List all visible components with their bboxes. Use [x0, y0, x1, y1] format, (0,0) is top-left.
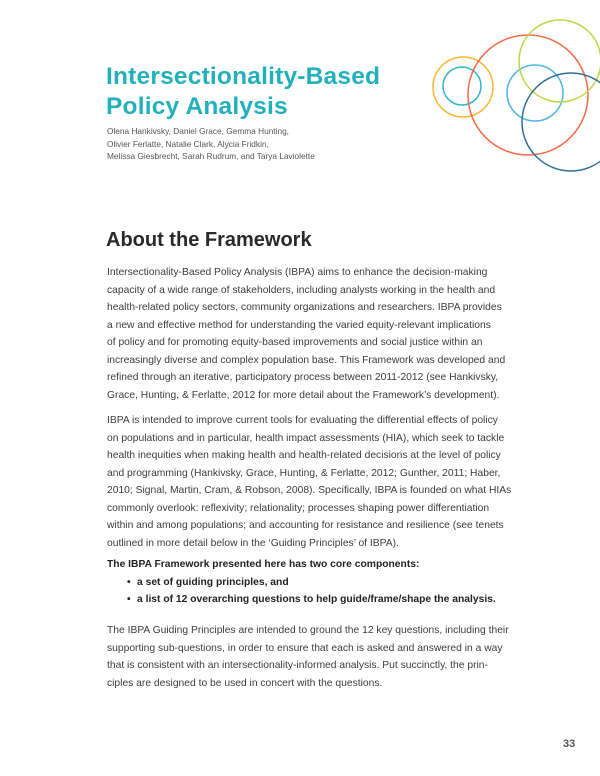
- paragraph-3: [107, 622, 509, 692]
- author-line: Olena Hankivsky, Daniel Grace, Gemma Hunting,: [107, 126, 289, 136]
- author-line: Melissa Giesbrecht, Sarah Rudrum, and Tarya Laviolette: [107, 151, 315, 161]
- circle-yellow: [433, 57, 493, 117]
- bullet-icon: •: [127, 594, 131, 605]
- text-line: 2010; Signal, Martin, Cram, & Robson, 2008). Specifically, IBPA is founded on what HIAs: [107, 485, 512, 496]
- text-line: on populations and in particular, health impact assessments (HIA), which seek to tackle: [107, 432, 505, 444]
- text-line: health-related policy sectors, community organizations and researchers. IBPA provides: [107, 302, 502, 313]
- text-line: capacity of a wide range of stakeholders, including analysts working in the health and: [107, 284, 496, 296]
- bullet-icon: •: [127, 576, 131, 588]
- text-line: outlined in more detail below in the ‘Guiding Principles’ of IBPA).: [107, 537, 399, 549]
- list-item-text: a list of 12 overarching questions to help guide/frame/shape the analysis.: [137, 594, 496, 605]
- circle-teal: [443, 67, 481, 105]
- text-line: within and among populations; and accounting for resistance and resilience (see tenets: [107, 520, 504, 531]
- author-line: Olivier Ferlatte, Natalie Clark, Alycia Fridkin,: [107, 138, 269, 149]
- text-line: that is consistent with an intersectionality-informed analysis. Put succinctly, the prin-: [107, 660, 488, 671]
- document-title: [106, 62, 380, 122]
- text-line: of policy and for promoting equity-based improvements and social justice within an: [107, 337, 483, 348]
- paragraph-1: [107, 264, 505, 404]
- text-line: health inequities when making health and health-related decisions at the level of policy: [107, 450, 501, 461]
- paragraph-2: [107, 412, 511, 552]
- title-line: Policy Analysis: [106, 93, 288, 120]
- text-line: IBPA is intended to improve current tools for evaluating the differential effects of policy: [107, 415, 498, 426]
- text-line: The IBPA Guiding Principles are intended to ground the 12 key questions, including their: [107, 625, 509, 636]
- text-line: ciples are designed to be used in concert with the questions.: [107, 677, 383, 689]
- text-line: a new and effective method for understanding the varied equity-relevant implications: [107, 319, 491, 331]
- components-list: [107, 556, 496, 609]
- text-line: commonly overlook: reflexivity; relationality; processes shaping power differentiation: [107, 502, 490, 514]
- list-item-text: a set of guiding principles, and: [137, 576, 289, 588]
- section-heading: About the Framework: [106, 229, 312, 251]
- text-line: refined through an iterative, participatory process between 2011-2012 (see Hankivsky,: [107, 372, 499, 383]
- page-number: 33: [563, 738, 576, 750]
- authors: [107, 125, 315, 163]
- list-item: [107, 574, 496, 592]
- circle-orange: [468, 35, 588, 155]
- text-line: supporting sub-questions, in order to ensure that each is asked and answered in a way: [107, 642, 503, 654]
- text-line: and programming (Hankivsky, Grace, Hunting, & Ferlatte, 2012; Gunther, 2011; Haber,: [107, 467, 501, 479]
- text-line: increasingly diverse and complex population base. This Framework was developed and: [107, 354, 506, 366]
- text-line: Grace, Hunting, & Ferlatte, 2012 for more detail about the Framework’s development).: [107, 389, 500, 401]
- text-line: Intersectionality-Based Policy Analysis (IBPA) aims to enhance the decision-making: [107, 267, 488, 278]
- title-line: Intersectionality-Based: [106, 63, 381, 90]
- list-item: [107, 591, 496, 609]
- components-intro: The IBPA Framework presented here has two core components:: [107, 559, 420, 570]
